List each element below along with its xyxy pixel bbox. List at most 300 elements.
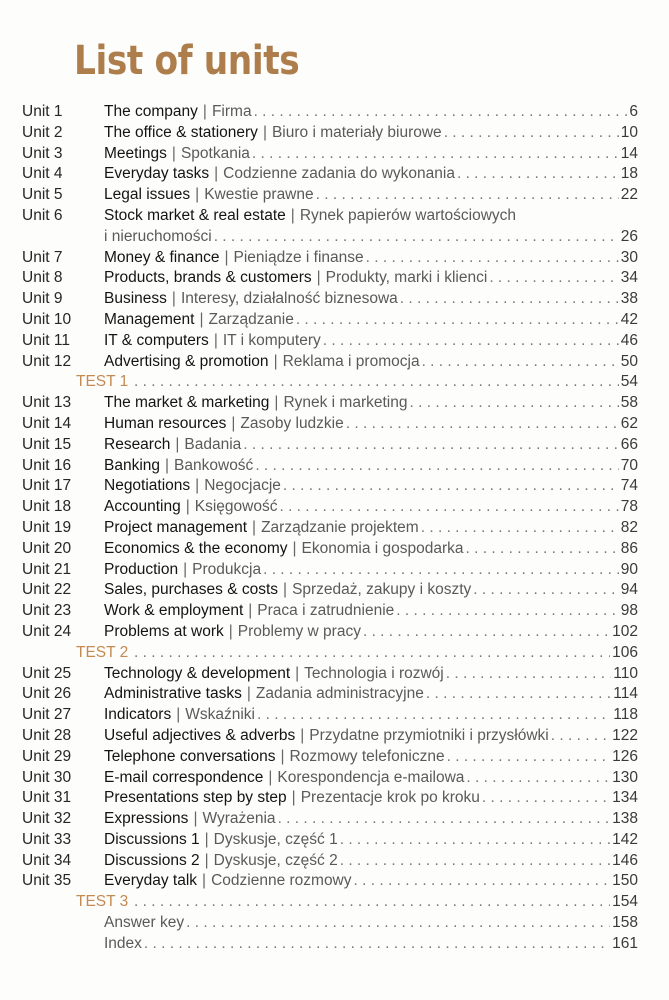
unit-title-pl: Interesy, działalność biznesowa (180, 290, 398, 308)
unit-title-en: Work & employment (104, 602, 244, 620)
unit-number: Unit 8 (22, 269, 63, 287)
page-number: 70 (620, 456, 638, 474)
toc-unit-row[interactable] (22, 414, 638, 435)
unit-number: Unit 31 (22, 789, 72, 807)
unit-title-pl: Wskaźniki (185, 706, 255, 724)
dot-leader (243, 435, 618, 456)
unit-title-pl: Produkty, marki i klienci (325, 269, 488, 287)
unit-title-en: E-mail correspondence (104, 768, 264, 786)
separator: | (214, 165, 219, 183)
toc-entry (104, 289, 638, 310)
unit-title-pl: Sprzedaż, zakupy i koszty (292, 581, 472, 599)
toc-entry (104, 331, 638, 352)
dot-leader (323, 331, 619, 352)
toc-unit-row[interactable] (22, 684, 638, 705)
unit-title-pl: Negocjacje (204, 477, 281, 495)
toc-entry (104, 560, 638, 581)
dot-leader (296, 310, 619, 331)
page-number: 22 (620, 186, 638, 204)
dot-leader (444, 123, 619, 144)
unit-number: Unit 14 (22, 414, 72, 432)
unit-title-en: Technology & development (104, 664, 291, 682)
toc-entry (104, 123, 638, 144)
toc-unit-row[interactable] (22, 393, 638, 414)
toc-unit-row[interactable] (22, 123, 638, 144)
test-label: TEST 3 (76, 893, 129, 911)
toc-entry (132, 892, 638, 913)
dot-leader (447, 747, 611, 768)
unit-title-pl: Księgowość (194, 498, 278, 516)
toc-unit-row[interactable] (22, 601, 638, 622)
page-number: 30 (620, 248, 638, 266)
page-number: 26 (620, 227, 638, 245)
dot-leader (446, 664, 612, 685)
page-number: 18 (620, 165, 638, 183)
toc-entry (104, 768, 638, 789)
unit-title-en: Telephone conversations (104, 747, 276, 765)
unit-number: Unit 12 (22, 352, 72, 370)
separator: | (268, 768, 273, 786)
toc-unit-row-continued[interactable] (22, 227, 638, 248)
unit-title-en: Discussions 1 (104, 830, 200, 848)
toc-entry (104, 268, 638, 289)
unit-title-pl: IT i komputery (222, 331, 321, 349)
toc-entry (104, 227, 638, 248)
unit-title-en: Research (104, 435, 171, 453)
unit-title-pl: Rynek papierów wartościowych (299, 206, 517, 224)
unit-title-pl: Zarządzanie projektem (261, 518, 419, 536)
page-number: 106 (612, 643, 638, 661)
unit-number: Unit 19 (22, 518, 72, 536)
separator: | (224, 248, 229, 266)
separator: | (252, 518, 257, 536)
dot-leader (346, 414, 619, 435)
unit-title-en: Advertising & promotion (104, 352, 269, 370)
page-number: 94 (620, 581, 638, 599)
toc-unit-row[interactable] (22, 518, 638, 539)
unit-title-en: Accounting (104, 498, 181, 516)
separator: | (183, 560, 188, 578)
toc-test-row[interactable] (22, 643, 638, 664)
unit-title-pl: Biuro i materiały biurowe (271, 123, 442, 141)
dot-leader (340, 830, 610, 851)
separator: | (165, 456, 170, 474)
separator: | (228, 622, 233, 640)
unit-number: Unit 1 (22, 103, 63, 120)
toc-entry (104, 664, 638, 685)
toc-unit-row[interactable] (22, 185, 638, 206)
separator: | (290, 206, 295, 224)
extra-title: Answer key (104, 914, 185, 932)
unit-number: Unit 21 (22, 560, 72, 578)
toc-test-row[interactable] (22, 372, 638, 393)
page-number: 114 (613, 685, 638, 703)
unit-title-pl: Produkcja (192, 560, 262, 578)
unit-number: Unit 15 (22, 435, 72, 453)
page-number: 14 (620, 144, 638, 162)
separator: | (202, 103, 207, 120)
toc-unit-row[interactable] (22, 164, 638, 185)
unit-title-pl: Problemy w pracy (237, 622, 361, 640)
toc-unit-row[interactable] (22, 622, 638, 643)
dot-leader (252, 144, 619, 165)
unit-number: Unit 17 (22, 477, 72, 495)
unit-number: Unit 5 (22, 186, 63, 204)
dot-leader (473, 580, 618, 601)
dot-leader (134, 892, 610, 913)
test-label: TEST 2 (76, 643, 129, 661)
unit-title-en: Everyday talk (104, 872, 198, 890)
unit-number: Unit 9 (22, 290, 63, 308)
toc-entry (104, 705, 638, 726)
unit-title-pl: Technologia i rozwój (304, 664, 444, 682)
unit-title-pl: Rynek i marketing (283, 394, 408, 412)
toc-entry (104, 435, 638, 456)
toc-unit-row[interactable] (22, 144, 638, 165)
dot-leader (263, 560, 619, 581)
toc-unit-row[interactable] (22, 435, 638, 456)
unit-number: Unit 34 (22, 851, 72, 869)
page-number: 90 (620, 560, 638, 578)
dot-leader (421, 518, 619, 539)
unit-title-pl: Spotkania (180, 144, 250, 162)
unit-number: Unit 3 (22, 144, 63, 162)
page-number: 50 (620, 352, 638, 370)
separator: | (213, 331, 218, 349)
dot-leader (257, 705, 611, 726)
separator: | (231, 414, 236, 432)
separator: | (199, 310, 204, 328)
dot-leader (466, 768, 610, 789)
toc-entry (104, 830, 638, 851)
separator: | (295, 664, 300, 682)
unit-title-pl: Kwestie prawne (204, 186, 314, 204)
toc-unit-row[interactable] (22, 809, 638, 830)
page-number: 78 (620, 498, 638, 516)
toc-entry (104, 539, 638, 560)
unit-title-pl: Badania (184, 435, 242, 453)
unit-number: Unit 24 (22, 622, 72, 640)
toc-entry (104, 788, 638, 809)
toc-unit-row[interactable] (22, 726, 638, 747)
unit-title-en: Legal issues (104, 186, 191, 204)
toc-entry (104, 934, 638, 955)
toc-entry (104, 393, 638, 414)
separator: | (300, 726, 305, 744)
page-number: 10 (620, 123, 638, 141)
toc-unit-row[interactable] (22, 102, 638, 123)
toc-entry (104, 747, 638, 768)
page-number: 34 (620, 269, 638, 287)
dot-leader (466, 539, 619, 560)
separator: | (185, 498, 190, 516)
toc-entry (104, 102, 638, 123)
toc-entry (104, 185, 638, 206)
unit-title-pl: Rozmowy telefoniczne (289, 747, 445, 765)
unit-title-en: Human resources (104, 414, 227, 432)
unit-title-en: Products, brands & customers (104, 269, 312, 287)
unit-title-en: Discussions 2 (104, 851, 200, 869)
page-number: 82 (620, 518, 638, 536)
separator: | (204, 830, 209, 848)
toc-entry (104, 622, 638, 643)
dot-leader (489, 268, 618, 289)
unit-title-en: Management (104, 310, 195, 328)
toc-unit-row[interactable] (22, 310, 638, 331)
toc-unit-row[interactable] (22, 268, 638, 289)
unit-title-en: Problems at work (104, 622, 224, 640)
dot-leader (551, 726, 610, 747)
unit-number: Unit 10 (22, 310, 72, 328)
unit-title-en: Negotiations (104, 477, 191, 495)
separator: | (262, 123, 267, 141)
page-number: 54 (620, 373, 638, 391)
unit-number: Unit 20 (22, 539, 72, 557)
toc-entry (104, 518, 638, 539)
unit-title-pl: Ekonomia i gospodarka (301, 539, 464, 557)
toc-unit-row[interactable] (22, 331, 638, 352)
unit-number: Unit 4 (22, 165, 63, 183)
table-of-contents (22, 102, 638, 955)
page-number: 158 (612, 914, 638, 932)
unit-title-pl: Praca i zatrudnienie (257, 602, 395, 620)
unit-title-pl: Codzienne zadania do wykonania (223, 165, 455, 183)
dot-leader (214, 227, 619, 248)
page-number: 126 (612, 747, 638, 765)
separator: | (274, 394, 279, 412)
unit-title-pl: Bankowość (174, 456, 254, 474)
separator: | (273, 352, 278, 370)
page-number: 130 (612, 768, 638, 786)
unit-number: Unit 28 (22, 726, 72, 744)
toc-entry (104, 414, 638, 435)
separator: | (283, 581, 288, 599)
toc-unit-row[interactable] (22, 580, 638, 601)
toc-entry (104, 164, 638, 185)
unit-number: Unit 26 (22, 685, 72, 703)
unit-title-pl: Zasoby ludzkie (240, 414, 344, 432)
toc-entry (104, 726, 638, 747)
unit-title-pl: Dyskusje, część 2 (213, 851, 338, 869)
separator: | (176, 706, 181, 724)
extra-title: Index (104, 934, 142, 952)
toc-entry (104, 456, 638, 477)
separator: | (316, 269, 321, 287)
unit-number: Unit 25 (22, 664, 72, 682)
unit-title-en: The office & stationery (104, 123, 258, 141)
unit-title-en: Production (104, 560, 179, 578)
dot-leader (363, 622, 610, 643)
page-number: 134 (612, 789, 638, 807)
dot-leader (134, 643, 610, 664)
unit-title-pl-continued: i nieruchomości (104, 227, 212, 245)
dot-leader (279, 497, 618, 518)
page-number: 86 (620, 539, 638, 557)
toc-unit-row[interactable] (22, 747, 638, 768)
page-number: 146 (612, 851, 638, 869)
unit-title-pl: Korespondencja e-mailowa (277, 768, 465, 786)
toc-entry (104, 580, 638, 601)
unit-number: Unit 11 (22, 331, 70, 349)
separator: | (246, 685, 251, 703)
toc-unit-row[interactable] (22, 497, 638, 518)
page-number: 142 (612, 830, 638, 848)
toc-entry (132, 372, 638, 393)
separator: | (195, 477, 200, 495)
separator: | (171, 144, 176, 162)
separator: | (292, 539, 297, 557)
page-number: 38 (620, 290, 638, 308)
unit-title-en: Business (104, 290, 167, 308)
toc-extra-row[interactable] (22, 934, 638, 955)
dot-leader (354, 871, 611, 892)
toc-entry (104, 352, 638, 373)
toc-unit-row[interactable] (22, 476, 638, 497)
unit-title-pl: Wyrażenia (202, 810, 276, 828)
page-number: 74 (620, 477, 638, 495)
page-title: List of units (74, 38, 300, 84)
dot-leader (278, 809, 611, 830)
unit-number: Unit 7 (22, 248, 63, 266)
page-number: 150 (612, 872, 638, 890)
unit-number: Unit 32 (22, 810, 72, 828)
dot-leader (316, 185, 619, 206)
page-number: 154 (612, 893, 638, 911)
page-number: 122 (612, 726, 638, 744)
unit-title-pl: Reklama i promocja (282, 352, 420, 370)
unit-title-en: Banking (104, 456, 161, 474)
dot-leader (254, 102, 628, 123)
unit-title-pl: Zadania administracyjne (255, 685, 424, 703)
unit-title-en: Project management (104, 518, 248, 536)
toc-entry (104, 601, 638, 622)
test-label: TEST 1 (76, 373, 129, 391)
separator: | (175, 435, 180, 453)
unit-number: Unit 22 (22, 581, 72, 599)
dot-leader (255, 456, 618, 477)
unit-title-en: Economics & the economy (104, 539, 288, 557)
unit-number: Unit 18 (22, 498, 72, 516)
unit-number: Unit 33 (22, 830, 72, 848)
dot-leader (144, 934, 610, 955)
page-number: 62 (620, 414, 638, 432)
toc-entry (104, 310, 638, 331)
page-number: 102 (612, 622, 638, 640)
unit-number: Unit 30 (22, 768, 72, 786)
unit-title-pl: Zarządzanie (208, 310, 294, 328)
toc-unit-row[interactable] (22, 664, 638, 685)
unit-title-en: The company (104, 103, 198, 120)
dot-leader (396, 601, 618, 622)
separator: | (291, 789, 296, 807)
unit-title-en: Stock market & real estate (104, 206, 286, 224)
dot-leader (426, 684, 611, 705)
page-number: 42 (620, 310, 638, 328)
unit-title-en: Expressions (104, 810, 189, 828)
toc-unit-row[interactable] (22, 560, 638, 581)
page-number: 58 (620, 394, 638, 412)
toc-entry (104, 684, 638, 705)
page-number: 6 (629, 103, 638, 120)
dot-leader (422, 352, 619, 373)
toc-unit-row[interactable] (22, 289, 638, 310)
unit-title-pl: Przydatne przymiotniki i przysłówki (309, 726, 549, 744)
dot-leader (134, 372, 619, 393)
toc-unit-row[interactable] (22, 788, 638, 809)
separator: | (248, 602, 253, 620)
toc-test-row[interactable] (22, 892, 638, 913)
page-number: 161 (612, 934, 638, 952)
page-number: 46 (620, 331, 638, 349)
unit-number: Unit 29 (22, 747, 72, 765)
toc-unit-row[interactable] (22, 352, 638, 373)
toc-unit-row[interactable] (22, 705, 638, 726)
separator: | (171, 290, 176, 308)
unit-title-en: Presentations step by step (104, 789, 287, 807)
toc-unit-row[interactable] (22, 206, 638, 227)
toc-entry (132, 643, 638, 664)
unit-number: Unit 2 (22, 123, 63, 141)
toc-entry (104, 871, 638, 892)
toc-entry (104, 476, 638, 497)
toc-entry (104, 913, 638, 934)
toc-entry (104, 497, 638, 518)
unit-title-en: The market & marketing (104, 394, 270, 412)
unit-title-pl: Firma (211, 103, 252, 120)
dot-leader (457, 164, 619, 185)
separator: | (204, 851, 209, 869)
unit-title-en: Sales, purchases & costs (104, 581, 279, 599)
toc-unit-row[interactable] (22, 248, 638, 269)
unit-title-en: Everyday tasks (104, 165, 210, 183)
dot-leader (340, 851, 610, 872)
dot-leader (400, 289, 619, 310)
toc-unit-row[interactable] (22, 539, 638, 560)
toc-unit-row[interactable] (22, 871, 638, 892)
unit-title-pl: Pieniądze i finanse (233, 248, 364, 266)
separator: | (280, 747, 285, 765)
separator: | (202, 872, 207, 890)
dot-leader (283, 476, 619, 497)
page-number: 118 (613, 706, 638, 724)
toc-unit-row[interactable] (22, 830, 638, 851)
unit-title-pl: Dyskusje, część 1 (213, 830, 338, 848)
separator: | (193, 810, 198, 828)
unit-title-en: Money & finance (104, 248, 220, 266)
unit-title-pl: Prezentacje krok po kroku (300, 789, 480, 807)
unit-number: Unit 35 (22, 872, 72, 890)
unit-number: Unit 13 (22, 394, 72, 412)
unit-number: Unit 27 (22, 706, 72, 724)
toc-extra-row[interactable] (22, 913, 638, 934)
toc-entry (104, 851, 638, 872)
dot-leader (186, 913, 610, 934)
unit-title-en: Useful adjectives & adverbs (104, 726, 296, 744)
toc-unit-row[interactable] (22, 456, 638, 477)
page-number: 110 (613, 664, 638, 682)
page-number: 98 (620, 602, 638, 620)
toc-entry (104, 206, 638, 227)
unit-number: Unit 16 (22, 456, 72, 474)
toc-unit-row[interactable] (22, 851, 638, 872)
unit-title-en: Administrative tasks (104, 685, 242, 703)
unit-title-en: Meetings (104, 144, 167, 162)
separator: | (195, 186, 200, 204)
page-number: 138 (612, 810, 638, 828)
unit-number: Unit 23 (22, 602, 72, 620)
dot-leader (482, 788, 610, 809)
toc-unit-row[interactable] (22, 768, 638, 789)
